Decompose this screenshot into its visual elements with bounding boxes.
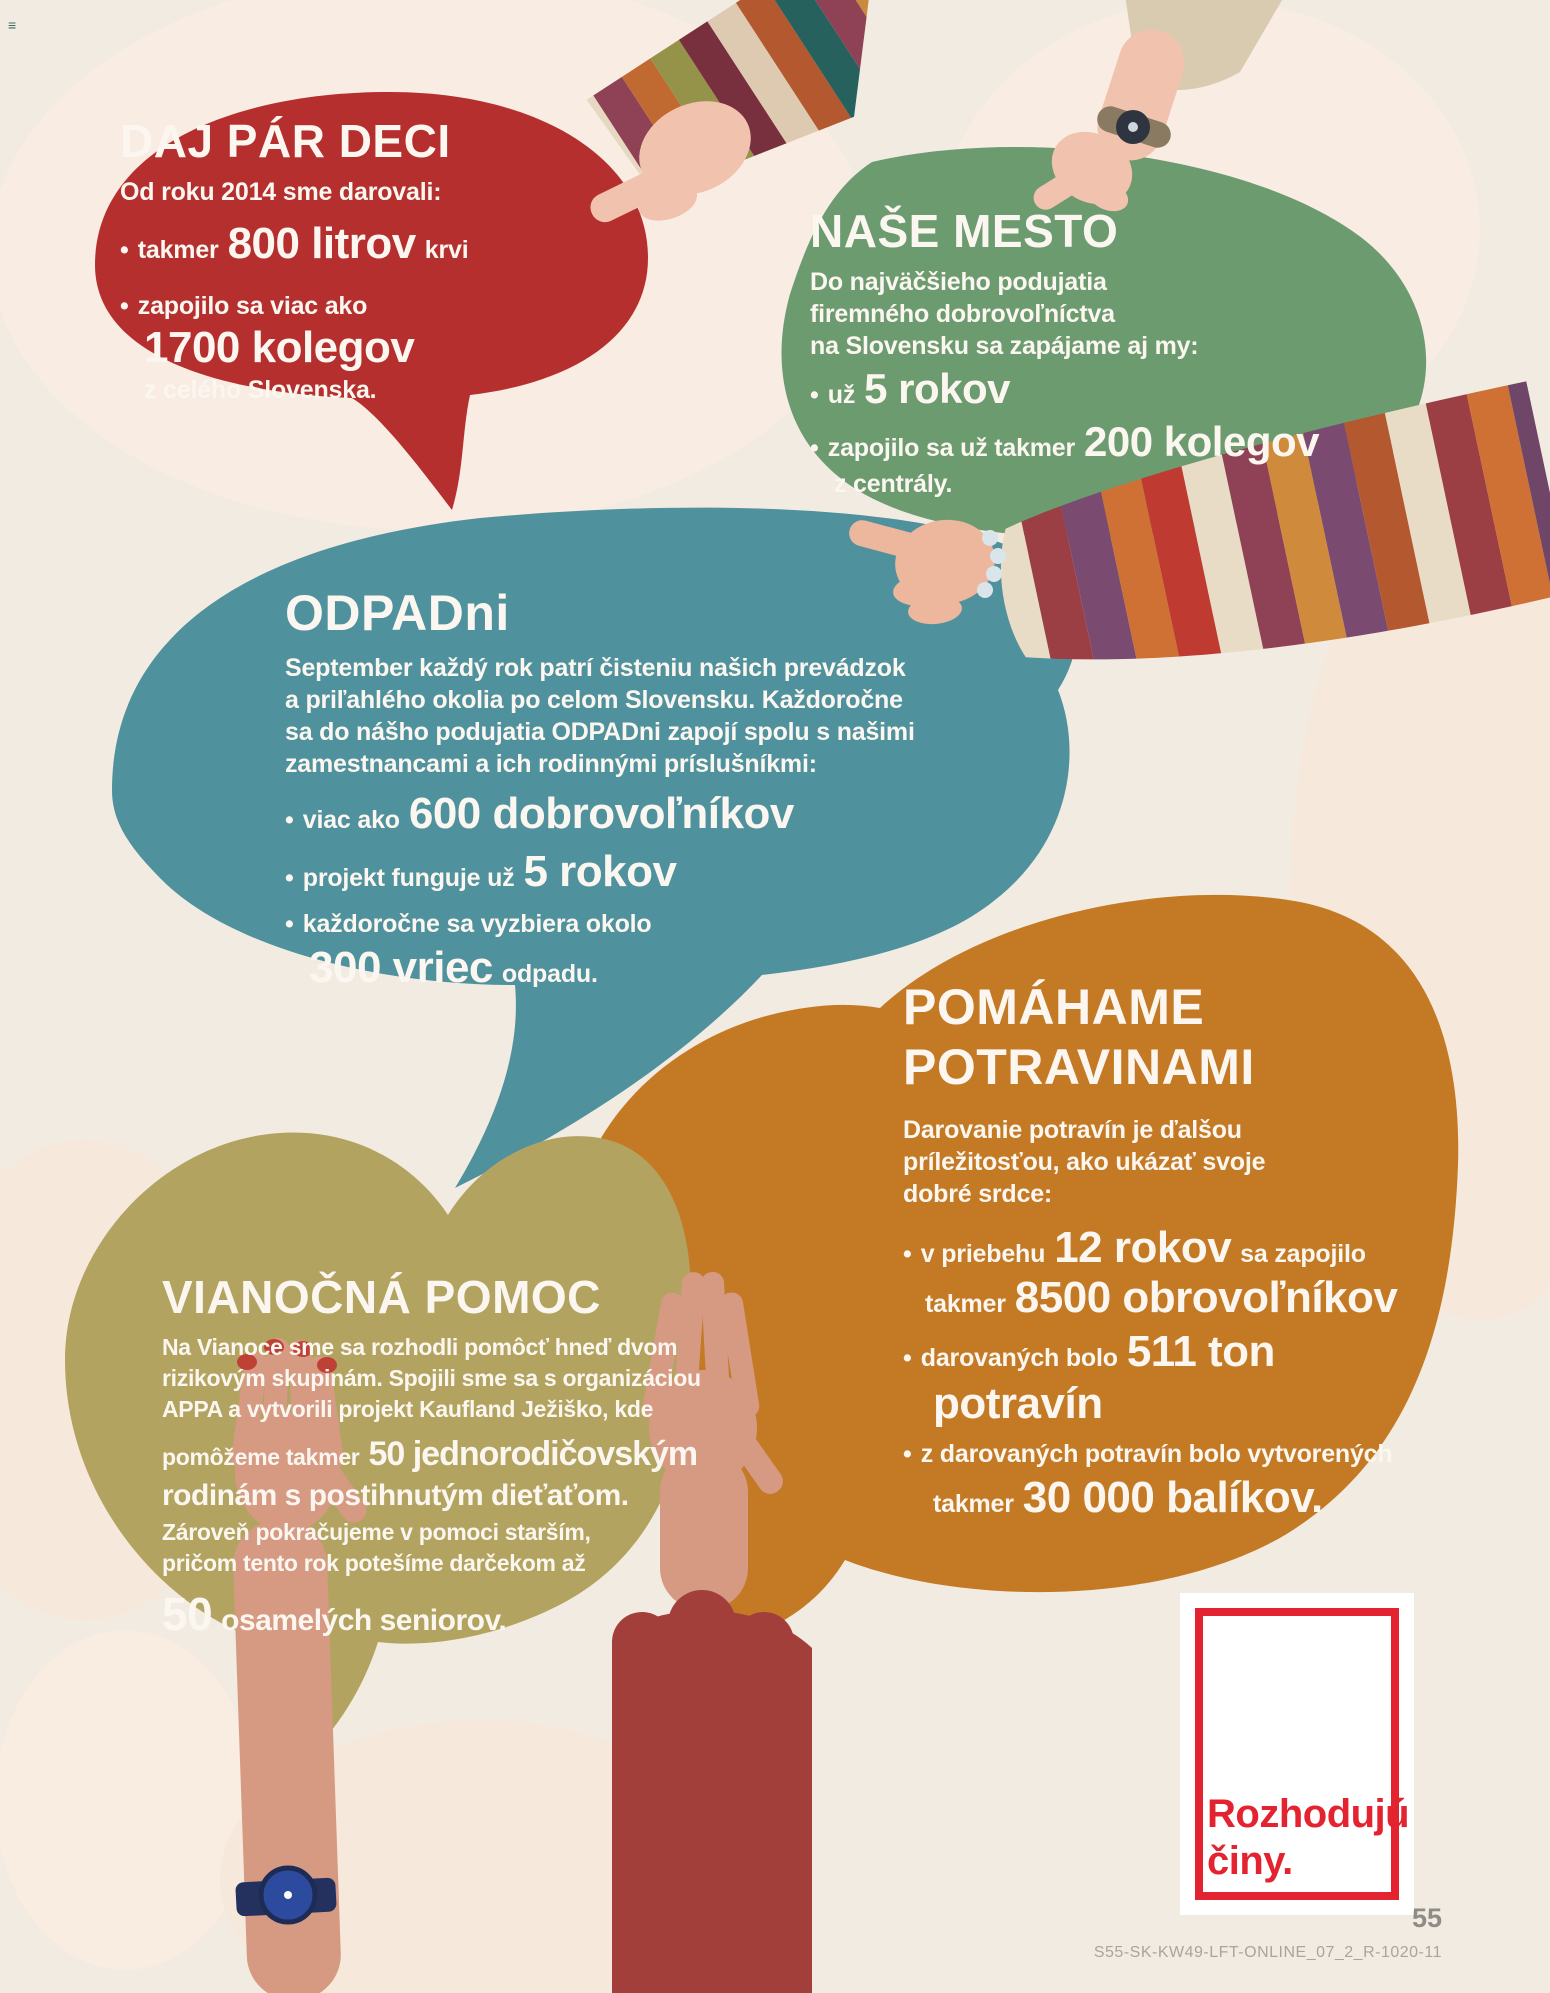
bubble-paragraph: zamestnancami a ich rodinnými príslušníkmi: <box>285 750 817 778</box>
bullet-marker: • <box>285 864 294 892</box>
bullet-marker: • <box>120 236 129 264</box>
stat-text: z celého Slovenska. <box>144 376 377 404</box>
stat-number: 5 rokov <box>864 365 1011 412</box>
bubble-title: DAJ PÁR DECI <box>120 115 451 167</box>
bubble-intro: Darovanie potravín je ďalšou <box>903 1116 1242 1144</box>
stat-text: z centrály. <box>834 470 953 498</box>
bullet-marker: • <box>903 1344 912 1372</box>
stat-line <box>285 847 945 896</box>
stat-line <box>285 789 945 838</box>
stat-line <box>925 1273 1473 1322</box>
stat-text: takmer <box>933 1490 1014 1518</box>
bubble-title: ODPADni <box>285 585 510 641</box>
bubble-paragraph: APPA a vytvorili projekt Kaufland Ježiško, kde <box>162 1396 654 1422</box>
stat-number: 50 <box>162 1588 213 1640</box>
stat-text: každoročne sa vyzbiera okolo <box>302 910 652 938</box>
bullet-marker: • <box>810 434 819 462</box>
stat-line <box>810 365 1390 412</box>
stat-text: zapojilo sa viac ako <box>137 292 368 320</box>
bubble-paragraph: pričom tento rok potešíme darčekom až <box>162 1550 586 1576</box>
stat-text: pomôžeme takmer <box>162 1444 360 1470</box>
corner-mark-icon: ≡ <box>8 17 17 33</box>
bullet-marker: • <box>120 292 129 320</box>
bubble-paragraph: Na Vianoce sme sa rozhodli pomôcť hneď dvom <box>162 1334 678 1360</box>
bubble-paragraph: September každý rok patrí čisteniu našich prevádzok <box>285 654 906 682</box>
stat-line <box>933 1473 1473 1522</box>
stat-number: 600 dobrovoľníkov <box>408 789 794 838</box>
bubble-intro: dobré srdce: <box>903 1180 1053 1208</box>
bubble-paragraph: Zároveň pokračujeme v pomoci starším, <box>162 1519 591 1545</box>
sleeve-dark-red <box>612 1590 812 1993</box>
bubble-intro: príležitosťou, ako ukázať svoje <box>903 1148 1266 1176</box>
stat-text: takmer <box>137 236 219 264</box>
bullet-marker: • <box>285 910 294 938</box>
stat-line <box>903 1438 1473 1470</box>
stat-line <box>903 1223 1473 1272</box>
stat-line <box>309 943 945 992</box>
bullet-marker: • <box>810 381 819 409</box>
stat-number: 5 rokov <box>523 847 677 896</box>
bubble-intro: Do najväčšieho podujatia <box>810 268 1107 296</box>
stat-line <box>903 1327 1473 1376</box>
bullet-marker: • <box>903 1240 912 1268</box>
bubble-intro: firemného dobrovoľníctva <box>810 300 1115 328</box>
stat-number: 50 jednorodičovským <box>368 1435 698 1473</box>
stat-number: 300 vriec <box>309 943 493 992</box>
page-number: 55 <box>1411 1903 1442 1933</box>
stat-number: 511 ton <box>1126 1327 1275 1376</box>
stat-number: 200 kolegov <box>1084 418 1319 465</box>
bubble-intro: na Slovensku sa zapájame aj my: <box>810 332 1199 360</box>
stat-text-bold: osamelých seniorov. <box>221 1604 507 1637</box>
stat-text: krvi <box>424 236 469 264</box>
bullet-marker: • <box>903 1440 912 1468</box>
logo-line2: činy. <box>1207 1838 1293 1883</box>
stat-text: už <box>827 381 856 409</box>
stat-line <box>120 219 650 268</box>
bubble-paragraph: a priľahlého okolia po celom Slovensku. Každoročne <box>285 686 903 714</box>
bubble-title: NAŠE MESTO <box>810 205 1119 257</box>
brand-logo <box>1180 1593 1414 1915</box>
stat-number: 1700 kolegov <box>144 323 415 372</box>
stat-line <box>810 418 1390 465</box>
bubble-title: POTRAVINAMI <box>903 1039 1255 1095</box>
stat-text: darovaných bolo <box>920 1344 1118 1372</box>
stat-text: viac ako <box>302 806 400 834</box>
logo-text <box>1207 1791 1409 1885</box>
bubble-title: POMÁHAME <box>903 979 1205 1035</box>
stat-text: projekt funguje už <box>302 864 515 892</box>
stat-text-bold: rodinám s postihnutým dieťaťom. <box>162 1479 629 1512</box>
bubble-daj-par-deci <box>120 115 650 406</box>
bubble-title: VIANOČNÁ POMOC <box>162 1271 601 1323</box>
stat-line <box>285 908 945 940</box>
stat-number: potravín <box>933 1379 1103 1428</box>
bubble-paragraph: rizikovým skupinám. Spojili sme sa s organizáciou <box>162 1365 701 1391</box>
stat-line <box>162 1437 722 1473</box>
bubble-intro: Od roku 2014 sme darovali: <box>120 178 442 206</box>
bubble-paragraph: sa do nášho podujatia ODPADni zapojí spolu s našimi <box>285 718 915 746</box>
stat-number: 12 rokov <box>1054 1223 1232 1272</box>
stat-number: 30 000 balíkov. <box>1022 1473 1323 1522</box>
stat-text: v priebehu <box>920 1240 1046 1268</box>
logo-line1: Rozhodujú <box>1207 1791 1410 1836</box>
footer-code: S55-SK-KW49-LFT-ONLINE_07_2_R-1020-11 <box>1093 1944 1442 1961</box>
stat-number: 8500 obrovoľníkov <box>1014 1273 1398 1322</box>
bubble-nase-mesto <box>810 205 1390 500</box>
bubble-vianocna-pomoc <box>162 1271 722 1640</box>
stat-text: odpadu. <box>501 960 598 988</box>
stat-text: takmer <box>925 1290 1006 1318</box>
bubble-pomahame-potravinami <box>903 979 1473 1522</box>
stat-text: sa zapojilo <box>1240 1240 1366 1268</box>
stat-line <box>120 290 650 322</box>
stat-text: z darovaných potravín bolo vytvorených <box>920 1440 1393 1468</box>
bubble-odpadni <box>285 585 945 992</box>
stat-text: zapojilo sa už takmer <box>827 434 1076 462</box>
bullet-marker: • <box>285 806 294 834</box>
stat-line <box>162 1588 722 1640</box>
stat-number: 800 litrov <box>227 219 416 268</box>
